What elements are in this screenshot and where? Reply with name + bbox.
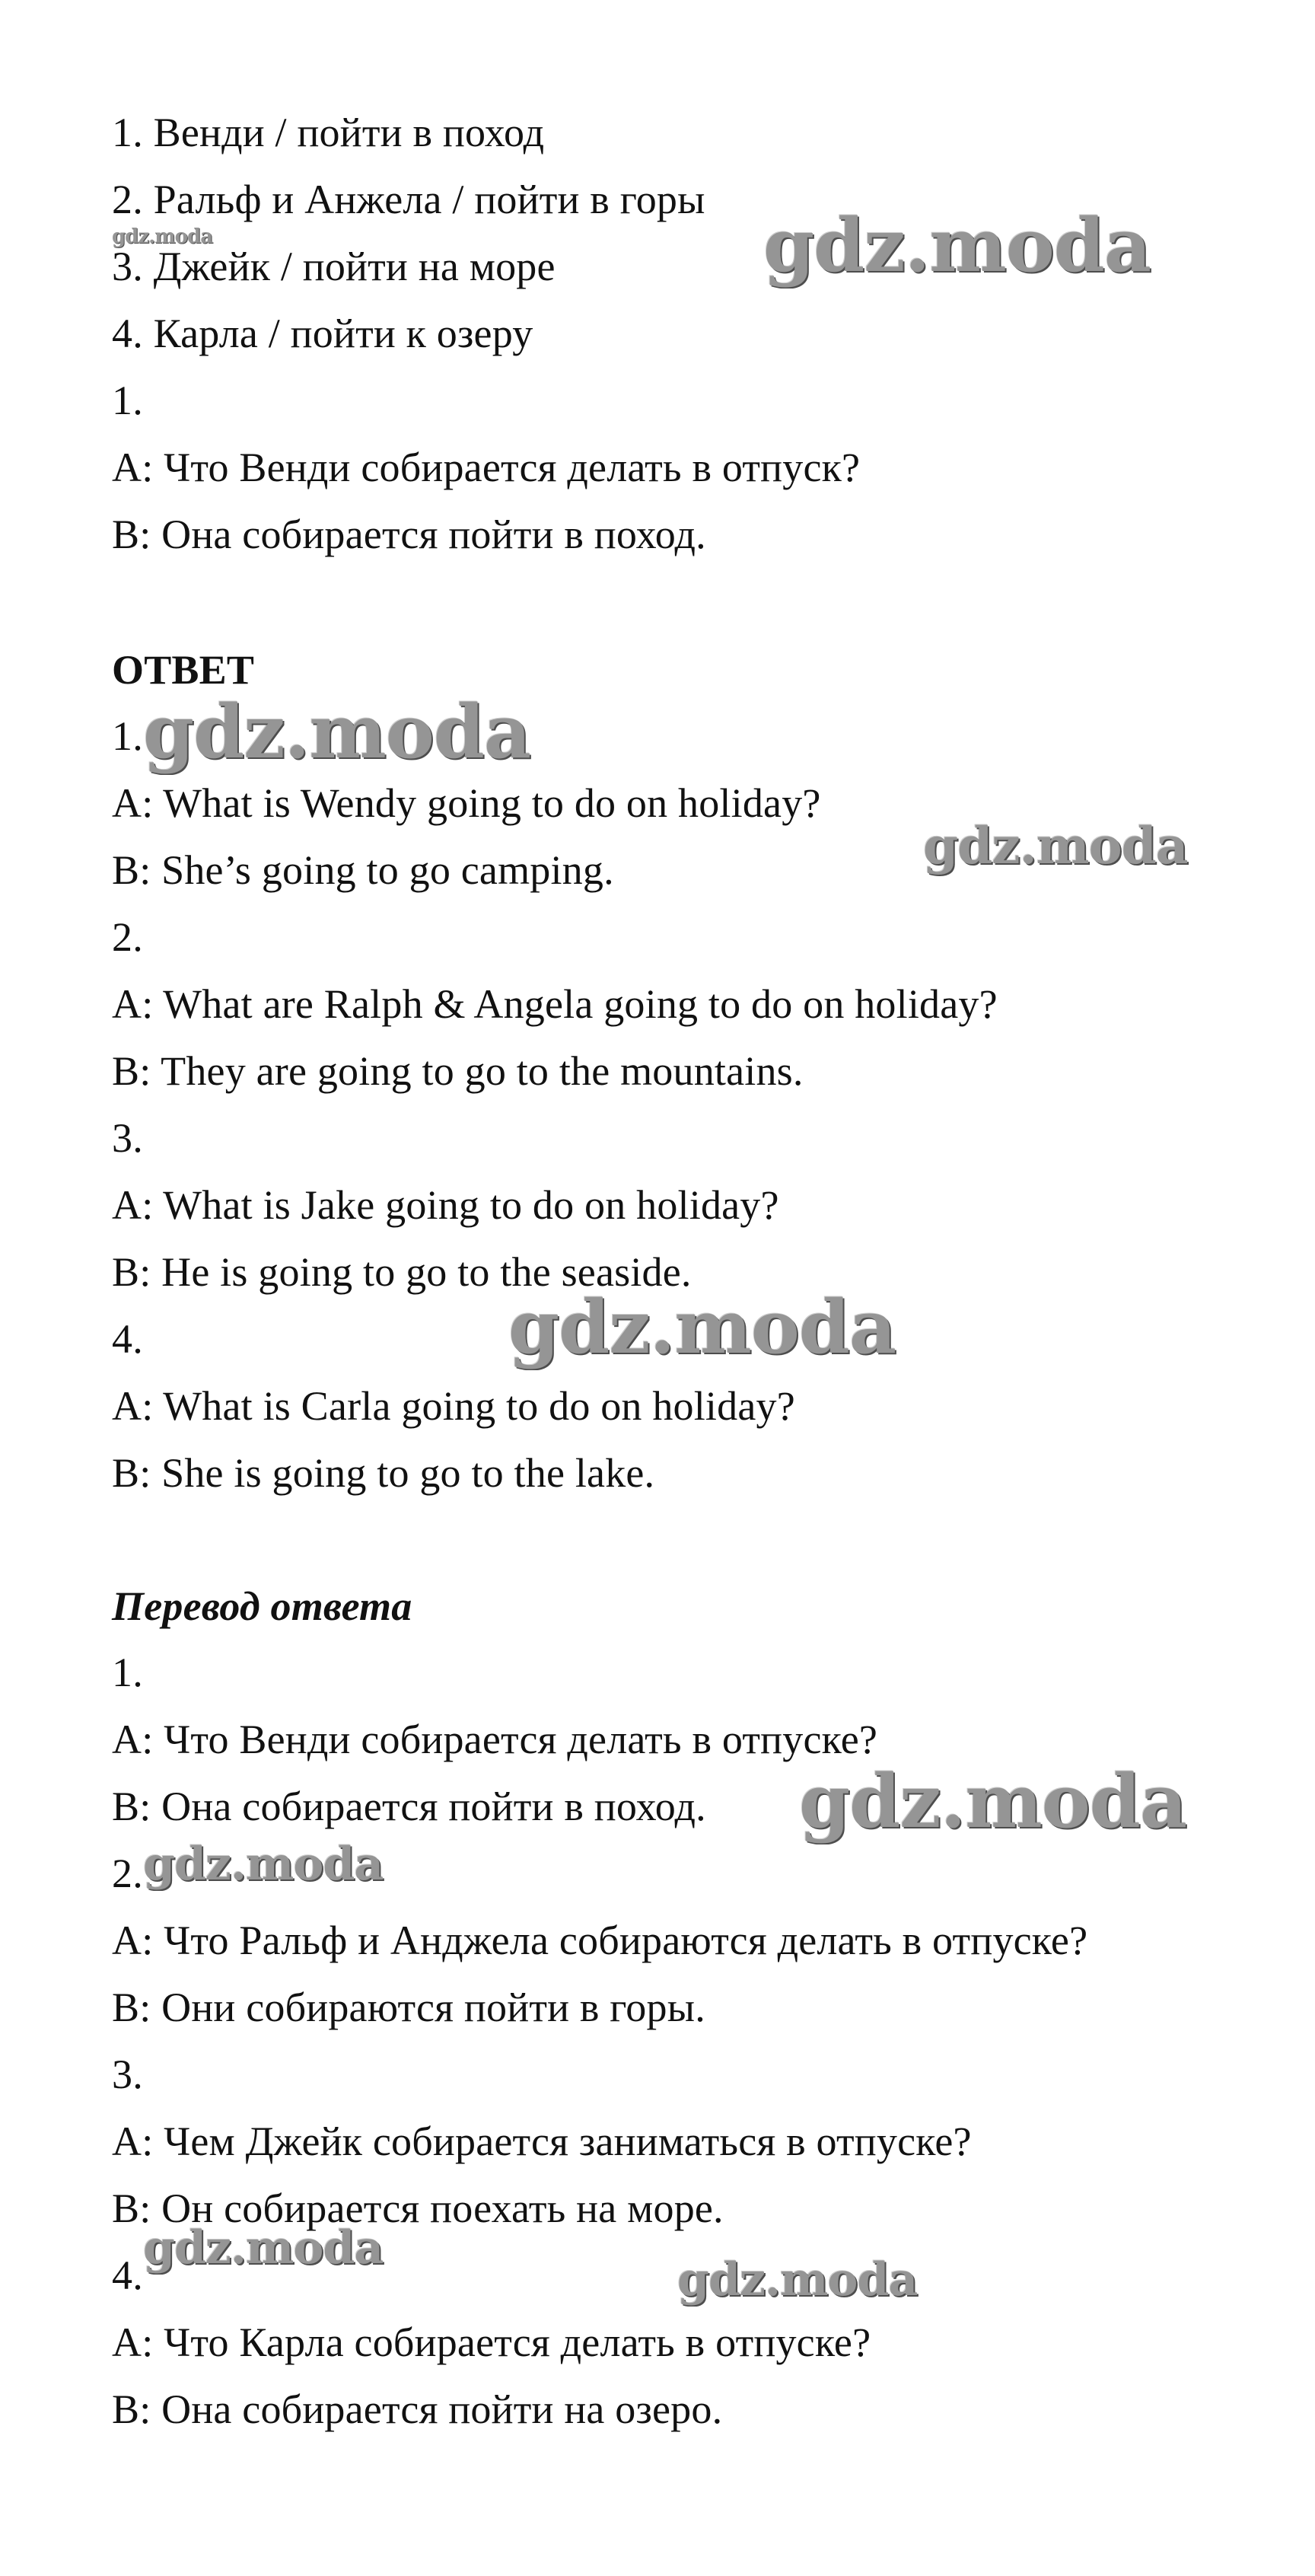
task-item-3: 3. Джейк / пойти на море bbox=[112, 244, 556, 289]
watermark: gdz.moda bbox=[923, 816, 1188, 875]
watermark: gdz.moda bbox=[112, 225, 213, 248]
translation-line-b: B: Он собирается поехать на море. bbox=[112, 2185, 724, 2231]
translation-line-a: A: Что Венди собирается делать в отпуске? bbox=[112, 1717, 878, 1762]
translation-line-b: B: Она собирается пойти на озеро. bbox=[112, 2386, 723, 2432]
answer-heading: ОТВЕТ bbox=[112, 647, 255, 693]
example-line-b: B: Она собирается пойти в поход. bbox=[112, 512, 706, 557]
translation-line-a: A: Чем Джейк собирается заниматься в отпуске? bbox=[112, 2119, 972, 2164]
answer-line-a: A: What is Wendy going to do on holiday? bbox=[112, 780, 821, 826]
translation-number: 2. bbox=[112, 1851, 143, 1896]
watermark: gdz.moda bbox=[763, 202, 1151, 289]
translation-number: 1. bbox=[112, 1650, 143, 1695]
watermark: gdz.moda bbox=[143, 689, 531, 775]
answer-line-a: A: What are Ralph & Angela going to do on holiday? bbox=[112, 981, 998, 1027]
task-item-1: 1. Венди / пойти в поход bbox=[112, 110, 545, 155]
translation-line-b: B: Она собирается пойти в поход. bbox=[112, 1784, 706, 1829]
watermark: gdz.moda bbox=[143, 2221, 384, 2275]
answer-line-b: B: She’s going to go camping. bbox=[112, 847, 614, 893]
answer-number: 1. bbox=[112, 713, 143, 759]
watermark: gdz.moda bbox=[799, 1758, 1187, 1844]
translation-line-a: A: Что Ральф и Анджела собираются делать в отпуске? bbox=[112, 1918, 1088, 1963]
translation-line-b: B: Они собираются пойти в горы. bbox=[112, 1985, 705, 2030]
watermark: gdz.moda bbox=[508, 1284, 896, 1370]
task-item-4: 4. Карла / пойти к озеру bbox=[112, 311, 533, 356]
translation-heading: Перевод ответа bbox=[112, 1583, 412, 1629]
translation-number: 3. bbox=[112, 2052, 143, 2097]
watermark: gdz.moda bbox=[677, 2253, 918, 2307]
example-line-a: A: Что Венди собирается делать в отпуск? bbox=[112, 445, 861, 490]
answer-line-b: B: She is going to go to the lake. bbox=[112, 1450, 655, 1496]
watermark: gdz.moda bbox=[143, 1838, 384, 1891]
translation-line-a: A: Что Карла собирается делать в отпуске? bbox=[112, 2319, 871, 2365]
answer-number: 4. bbox=[112, 1316, 143, 1362]
answer-number: 2. bbox=[112, 914, 143, 960]
answer-line-b: B: They are going to go to the mountains. bbox=[112, 1048, 804, 1094]
answer-line-b: B: He is going to go to the seaside. bbox=[112, 1249, 692, 1295]
translation-number: 4. bbox=[112, 2252, 143, 2298]
answer-line-a: A: What is Carla going to do on holiday? bbox=[112, 1383, 795, 1429]
answer-number: 3. bbox=[112, 1115, 143, 1161]
example-number: 1. bbox=[112, 378, 143, 423]
task-item-2: 2. Ральф и Анжела / пойти в горы bbox=[112, 177, 705, 222]
answer-line-a: A: What is Jake going to do on holiday? bbox=[112, 1182, 779, 1228]
